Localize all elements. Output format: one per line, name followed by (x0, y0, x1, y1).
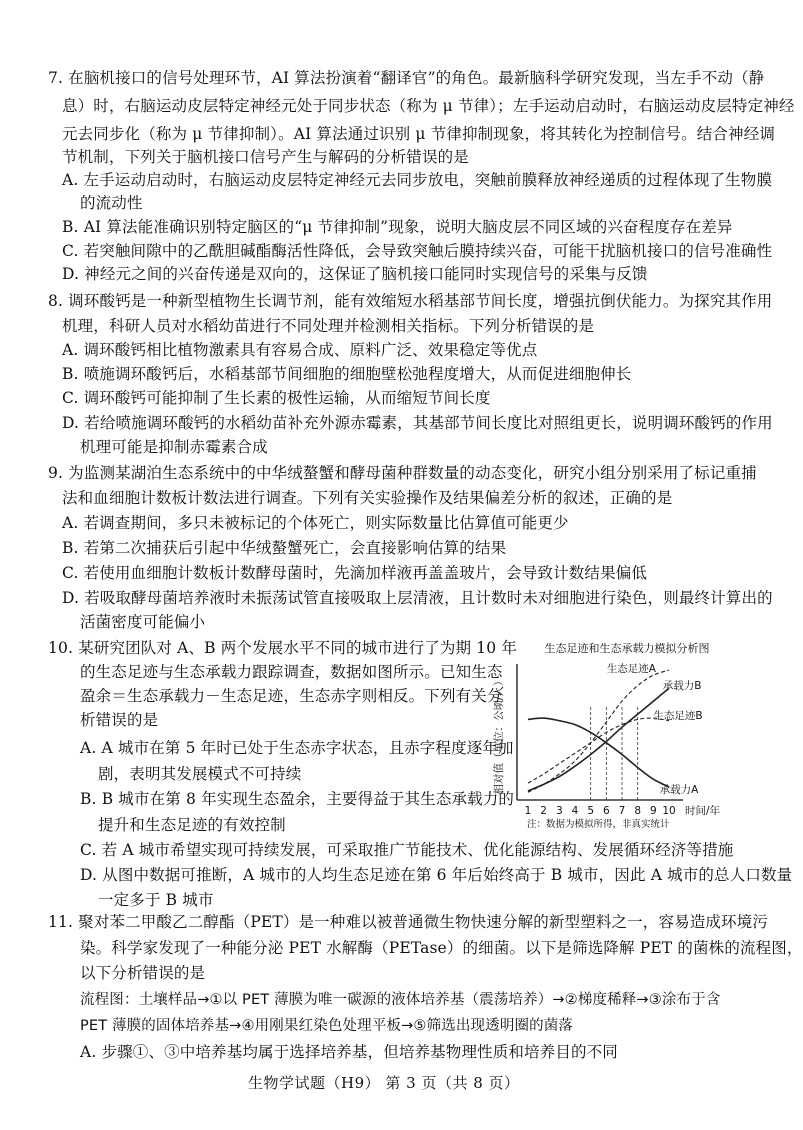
q7-option-b: B. AI 算法能准确识别特定脑区的“μ 节律抑制”现象，说明大脑皮层不同区域的兴奋程度存在差异 (62, 218, 733, 236)
x-tick-label-8: 8 (634, 805, 642, 817)
q9-option-b: B. 若第二次捕获后引起中华绒螯蟹死亡，会直接影响估算的结果 (62, 539, 507, 557)
x-tick-label-4: 4 (571, 805, 579, 817)
q8-option-d-line-1: D. 若给喷施调环酸钙的水稻幼苗补充外源赤霉素，其基部节间长度比对照组更长，说明调环酸钙的作用 (62, 414, 773, 432)
q10-option-b-line-2: 提升和生态足迹的有效控制 (98, 816, 286, 834)
x-tick-label-10: 10 (662, 805, 676, 817)
q11-flowchart-line-1: 流程图：土壤样品→①以 PET 薄膜为唯一碳源的液体培养基（震荡培养）→②梯度稀释→③涂布于含 (80, 992, 721, 1008)
series-label-2: 承载力B (662, 680, 702, 693)
series-line-1 (528, 670, 669, 792)
q11-flowchart-line-2: PET 薄膜的固体培养基→④用刚果红染色处理平板→⑤筛选出现透明圈的菌落 (80, 1018, 574, 1034)
x-tick-label-3: 3 (555, 805, 563, 817)
q7-stem-line-3: 元去同步化（称为 μ 节律抑制）。AI 算法通过识别 μ 节律抑制现象，将其转化为控制信号。结合神经调 (62, 125, 776, 143)
chart-title: 生态足迹和生态承载力模拟分析图 (544, 642, 710, 655)
q8-option-a: A. 调环酸钙相比植物激素具有容易合成、原料广泛、效果稳定等优点 (62, 341, 538, 359)
q9-option-a: A. 若调查期间，多只未被标记的个体死亡，则实际数量比估算值可能更少 (62, 514, 569, 532)
chart-note: 注：数据为模拟所得，非真实统计 (527, 819, 670, 830)
q7-option-c: C. 若突触间隙中的乙酰胆碱酯酶活性降低，会导致突触后膜持续兴奋，可能干扰脑机接口的信号准确性 (62, 242, 773, 260)
q9-option-c: C. 若使用血细胞计数板计数酵母菌时，先滴加样液再盖盖玻片，会导致计数结果偏低 (62, 564, 648, 582)
q8-stem-line-1: 8. 调环酸钙是一种新型植物生长调节剂，能有效缩短水稻基部节间长度，增强抗倒伏能力。为探究其作用 (48, 292, 773, 310)
q9-option-d-line-2: 活菌密度可能偏小 (80, 613, 206, 631)
q7-option-a-line-2: 的流动性 (80, 194, 143, 212)
q10-option-a-line-2: 剧，表明其发展模式不可持续 (98, 765, 302, 783)
q10-stem-line-3: 盈余＝生态承载力－生态足迹，生态赤字则相反。下列有关分 (80, 687, 503, 705)
q8-option-c: C. 调环酸钙可能抑制了生长素的极性运输，从而缩短节间长度 (62, 389, 491, 407)
q7-stem-line-1: 7. 在脑机接口的信号处理环节，AI 算法扮演着“翻译官”的角色。最新脑科学研究发现，当左手不动（静 (48, 69, 765, 87)
q10-option-c: C. 若 A 城市希望实现可持续发展，可采取推广节能技术、优化能源结构、发展循环经济等措施 (80, 841, 734, 859)
q10-stem-line-4: 析错误的是 (80, 711, 159, 729)
series-label-1: 生态足迹A (606, 663, 657, 676)
q8-option-b: B. 喷施调环酸钙后，水稻基部节间细胞的细胞壁松弛程度增大，从而促进细胞伸长 (62, 365, 632, 383)
series-line-4 (528, 718, 669, 787)
series-line-3 (528, 718, 669, 783)
q11-stem-line-2: 染。科学家发现了一种能分泌 PET 水解酶（PETase）的细菌。以下是筛选降解 PET 的菌株的流程图， (80, 939, 803, 957)
q10-option-b-line-1: B. B 城市在第 8 年实现生态盈余，主要得益于其生态承载力的 (80, 790, 515, 808)
page-footer: 生物学试题（H9） 第 3 页（共 8 页） (248, 1074, 520, 1092)
q10-option-a-line-1: A. A 城市在第 5 年时已处于生态赤字状态，且赤字程度逐年加 (80, 739, 514, 757)
q10-option-d-line-1: D. 从图中数据可推断，A 城市的人均生态足迹在第 6 年后始终高于 B 城市，因此 A 城市的总人口数量 (80, 866, 793, 884)
q7-stem-line-4: 节机制，下列关于脑机接口信号产生与解码的分析错误的是 (62, 148, 469, 166)
x-axis-label: 时间/年 (685, 805, 721, 817)
series-label-4: 承载力A (659, 784, 699, 797)
series-label-3: 生态足迹B (653, 710, 703, 722)
q7-option-a-line-1: A. 左手运动启动时，右脑运动皮层特定神经元去同步放电，突触前膜释放神经递质的过程体现了生物膜 (62, 171, 773, 189)
q11-option-a: A. 步骤①、③中培养基均属于选择培养基，但培养基物理性质和培养目的不同 (80, 1043, 618, 1061)
x-tick-label-7: 7 (618, 805, 626, 817)
q10-option-d-line-2: 一定多于 B 城市 (98, 891, 214, 909)
q8-option-d-line-2: 机理可能是抑制赤霉素合成 (80, 438, 268, 456)
q10-stem-line-1: 10. 某研究团队对 A、B 两个发展水平不同的城市进行了为期 10 年 (48, 639, 517, 657)
q9-stem-line-1: 9. 为监测某湖泊生态系统中的中华绒螯蟹和酵母菌种群数量的动态变化，研究小组分别采用了标记重捕 (48, 464, 757, 482)
x-tick-label-5: 5 (587, 805, 595, 817)
q8-stem-line-2: 机理，科研人员对水稻幼苗进行不同处理并检测相关指标。下列分析错误的是 (62, 317, 595, 335)
q7-option-d: D. 神经元之间的兴奋传递是双向的，这保证了脑机接口能同时实现信号的采集与反馈 (62, 265, 648, 283)
x-tick-label-1: 1 (524, 805, 532, 817)
q7-stem-line-2: 息）时，右脑运动皮层特定神经元处于同步状态（称为 μ 节律）；左手运动启动时，右脑运动皮层特定神经 (62, 97, 795, 115)
footprint-capacity-chart (493, 640, 750, 835)
x-tick-label-9: 9 (650, 805, 657, 817)
x-tick-label-2: 2 (540, 805, 547, 817)
q11-stem-line-3: 以下分析错误的是 (80, 964, 206, 982)
q9-option-d-line-1: D. 若吸取酵母菌培养液时未振荡试管直接吸取上层清液，且计数时未对细胞进行染色，则最终计算出的 (62, 589, 773, 607)
q11-stem-line-1: 11. 聚对苯二甲酸乙二醇酯（PET）是一种难以被普通微生物快速分解的新型塑料之一，容易造成环境污 (48, 913, 769, 931)
x-tick-label-6: 6 (602, 805, 610, 817)
q9-stem-line-2: 法和血细胞计数板计数法进行调查。下列有关实验操作及结果偏差分析的叙述，正确的是 (62, 489, 673, 507)
y-axis-label: 相对值（单位：公顷/人） (493, 675, 505, 795)
q10-stem-line-2: 的生态足迹与生态承载力跟踪调查，数据如图所示。已知生态 (80, 663, 503, 681)
